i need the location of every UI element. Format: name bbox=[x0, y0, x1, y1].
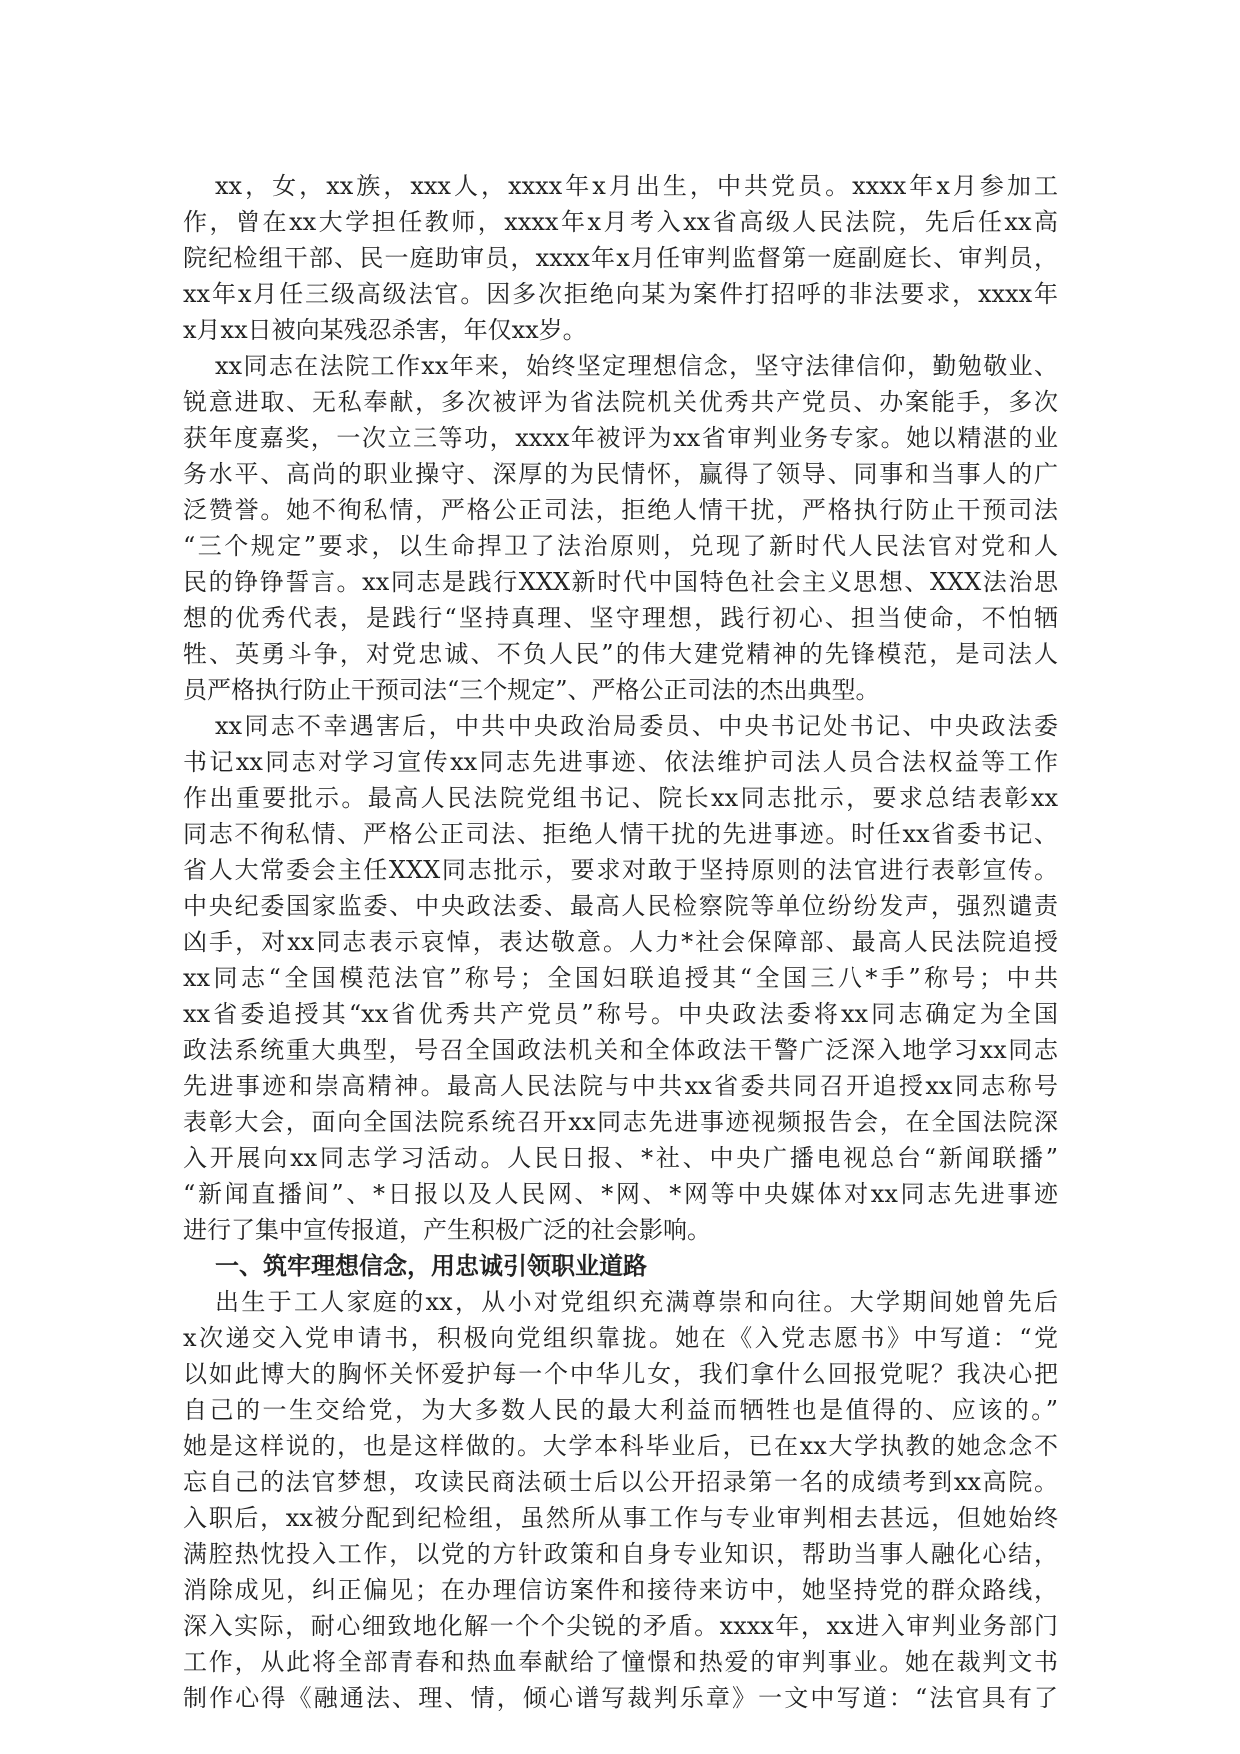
text-line: 员严格执行防止干预司法“三个规定”、严格公正司法的杰出典型。 bbox=[183, 676, 880, 704]
text-line: 先进事迹和崇高精神。最高人民法院与中共xx省委共同召开追授xx同志称号 bbox=[183, 1072, 1058, 1100]
text-line: 院纪检组干部、民一庭助审员，xxxx年x月任审判监督第一庭副庭长、审判员， bbox=[183, 244, 1058, 272]
text-line: x月xx日被向某残忍杀害，年仅xx岁。 bbox=[183, 316, 587, 344]
text-line: 出生于工人家庭的xx，从小对党组织充满尊崇和向往。大学期间她曾先后 bbox=[215, 1288, 1058, 1316]
body-paragraph bbox=[183, 348, 1058, 708]
document-page bbox=[183, 168, 1058, 1716]
text-line: x次递交入党申请书，积极向党组织靠拢。她在《入党志愿书》中写道：“党 bbox=[183, 1324, 1058, 1352]
text-line: 满腔热忱投入工作，以党的方针政策和自身专业知识，帮助当事人融化心结， bbox=[183, 1540, 1058, 1568]
text-line: 进行了集中宣传报道，产生积极广泛的社会影响。 bbox=[183, 1216, 711, 1244]
text-line: 中央纪委国家监委、中央政法委、最高人民检察院等单位纷纷发声，强烈谴责 bbox=[183, 892, 1058, 920]
text-line: 想的优秀代表，是践行“坚持真理、坚守理想，践行初心、担当使命，不怕牺 bbox=[183, 604, 1058, 632]
section-heading: 一、筑牢理想信念，用忠诚引领职业道路 bbox=[215, 1251, 647, 1280]
text-line: 入开展向xx同志学习活动。人民日报、*社、中央广播电视总台“新闻联播” bbox=[183, 1144, 1058, 1172]
text-line: 忘自己的法官梦想，攻读民商法硕士后以公开招录第一名的成绩考到xx高院。 bbox=[183, 1468, 1058, 1496]
text-line: 以如此博大的胸怀关怀爱护每一个中华儿女，我们拿什么回报党呢？我决心把 bbox=[183, 1360, 1058, 1388]
text-line: 工作，从此将全部青春和热血奉献给了憧憬和热爱的审判事业。她在裁判文书 bbox=[183, 1648, 1058, 1676]
text-line: 作，曾在xx大学担任教师，xxxx年x月考入xx省高级人民法院，先后任xx高 bbox=[183, 208, 1058, 236]
text-line: 省人大常委会主任XXX同志批示，要求对敢于坚持原则的法官进行表彰宣传。 bbox=[183, 856, 1058, 884]
text-line: “新闻直播间”、*日报以及人民网、*网、*网等中央媒体对xx同志先进事迹 bbox=[183, 1180, 1058, 1208]
text-line: 牲、英勇斗争，对党忠诚、不负人民”的伟大建党精神的先锋模范，是司法人 bbox=[183, 640, 1058, 668]
text-line: “三个规定”要求，以生命捍卫了法治原则，兑现了新时代人民法官对党和人 bbox=[183, 532, 1058, 560]
text-line: xx同志在法院工作xx年来，始终坚定理想信念，坚守法律信仰，勤勉敬业、 bbox=[215, 352, 1058, 380]
text-line: 消除成见，纠正偏见；在办理信访案件和接待来访中，她坚持党的群众路线， bbox=[183, 1576, 1058, 1604]
text-line: 作出重要批示。最高人民法院党组书记、院长xx同志批示，要求总结表彰xx bbox=[183, 784, 1058, 812]
text-line: xx同志“全国模范法官”称号；全国妇联追授其“全国三八*手”称号；中共 bbox=[183, 964, 1058, 992]
section-paragraph bbox=[183, 1284, 1058, 1716]
text-line: 制作心得《融通法、理、情，倾心谱写裁判乐章》一文中写道：“法官具有了 bbox=[183, 1684, 1058, 1712]
body-paragraph bbox=[183, 708, 1058, 1248]
text-line: xx省委追授其“xx省优秀共产党员”称号。中央政法委将xx同志确定为全国 bbox=[183, 1000, 1058, 1028]
text-line: 入职后，xx被分配到纪检组，虽然所从事工作与专业审判相去甚远，但她始终 bbox=[183, 1504, 1058, 1532]
text-line: 凶手，对xx同志表示哀悼，表达敬意。人力*社会保障部、最高人民法院追授 bbox=[183, 928, 1058, 956]
text-line: 表彰大会，面向全国法院系统召开xx同志先进事迹视频报告会，在全国法院深 bbox=[183, 1108, 1058, 1136]
text-line: 民的铮铮誓言。xx同志是践行XXX新时代中国特色社会主义思想、XXX法治思 bbox=[183, 568, 1058, 596]
text-line: 泛赞誉。她不徇私情，严格公正司法，拒绝人情干扰，严格执行防止干预司法 bbox=[183, 496, 1058, 524]
text-line: 获年度嘉奖，一次立三等功，xxxx年被评为xx省审判业务专家。她以精湛的业 bbox=[183, 424, 1058, 452]
text-line: 她是这样说的，也是这样做的。大学本科毕业后，已在xx大学执教的她念念不 bbox=[183, 1432, 1058, 1460]
text-line: 深入实际，耐心细致地化解一个个尖锐的矛盾。xxxx年，xx进入审判业务部门 bbox=[183, 1612, 1058, 1640]
text-line: 自己的一生交给党，为大多数人民的最大利益而牺牲也是值得的、应该的。” bbox=[183, 1396, 1058, 1424]
text-line: 书记xx同志对学习宣传xx同志先进事迹、依法维护司法人员合法权益等工作 bbox=[183, 748, 1058, 776]
body-paragraph bbox=[183, 168, 1058, 348]
text-line: xx同志不幸遇害后，中共中央政治局委员、中央书记处书记、中央政法委 bbox=[215, 712, 1058, 740]
text-line: 务水平、高尚的职业操守、深厚的为民情怀，赢得了领导、同事和当事人的广 bbox=[183, 460, 1058, 488]
text-line: 同志不徇私情、严格公正司法、拒绝人情干扰的先进事迹。时任xx省委书记、 bbox=[183, 820, 1058, 848]
text-line: 锐意进取、无私奉献，多次被评为省法院机关优秀共产党员、办案能手，多次 bbox=[183, 388, 1058, 416]
text-line: xx，女，xx族，xxx人，xxxx年x月出生，中共党员。xxxx年x月参加工 bbox=[215, 172, 1058, 200]
text-line: 政法系统重大典型，号召全国政法机关和全体政法干警广泛深入地学习xx同志 bbox=[183, 1036, 1058, 1064]
text-line: xx年x月任三级高级法官。因多次拒绝向某为案件打招呼的非法要求，xxxx年 bbox=[183, 280, 1058, 308]
